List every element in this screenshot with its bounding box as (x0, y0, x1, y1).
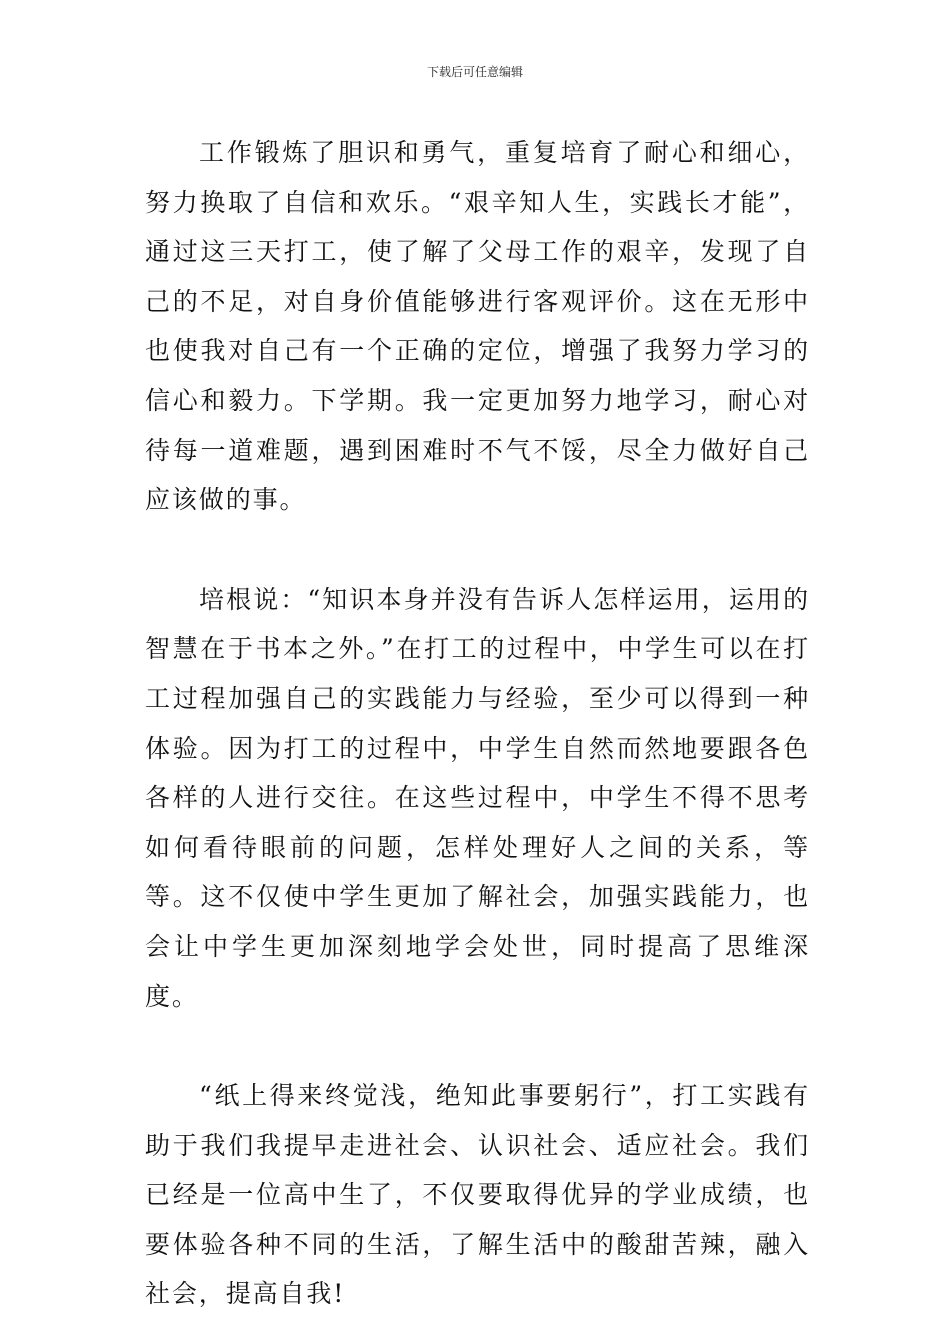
document-body (145, 128, 810, 1319)
page-header: 下载后可任意编辑 (426, 65, 523, 79)
paragraph-1: 工作锻炼了胆识和勇气，重复培育了耐心和细心，努力换取了自信和欢乐。“艰辛知人生，实践长才能”，通过这三天打工，使了解了父母工作的艰辛，发现了自己的不足，对自身价值能够进行客观评价。这在无形中也使我对自己有一个正确的定位，增强了我努力学习的信心和毅力。下学期。我一定更加努力地学习，耐心对待每一道难题，遇到困难时不气不馁，尽全力做好自己应该做的事。 (145, 138, 810, 515)
paragraph-3: “纸上得来终觉浅，绝知此事要躬行”，打工实践有助于我们我提早走进社会、认识社会、适应社会。我们已经是一位高中生了，不仅要取得优异的学业成绩，也要体验各种不同的生活，了解生活中的酸甜苦辣，融入社会，提高自我! (145, 1081, 810, 1309)
paragraph-2: 培根说：“知识本身并没有告诉人怎样运用，运用的智慧在于书本之外。”在打工的过程中，中学生可以在打工过程加强自己的实践能力与经验，至少可以得到一种体验。因为打工的过程中，中学生自然而然地要跟各色各样的人进行交往。在这些过程中，中学生不得不思考如何看待眼前的问题，怎样处理好人之间的关系，等等。这不仅使中学生更加了解社会，加强实践能力，也会让中学生更加深刻地学会处世，同时提高了思维深度。 (145, 584, 810, 1011)
